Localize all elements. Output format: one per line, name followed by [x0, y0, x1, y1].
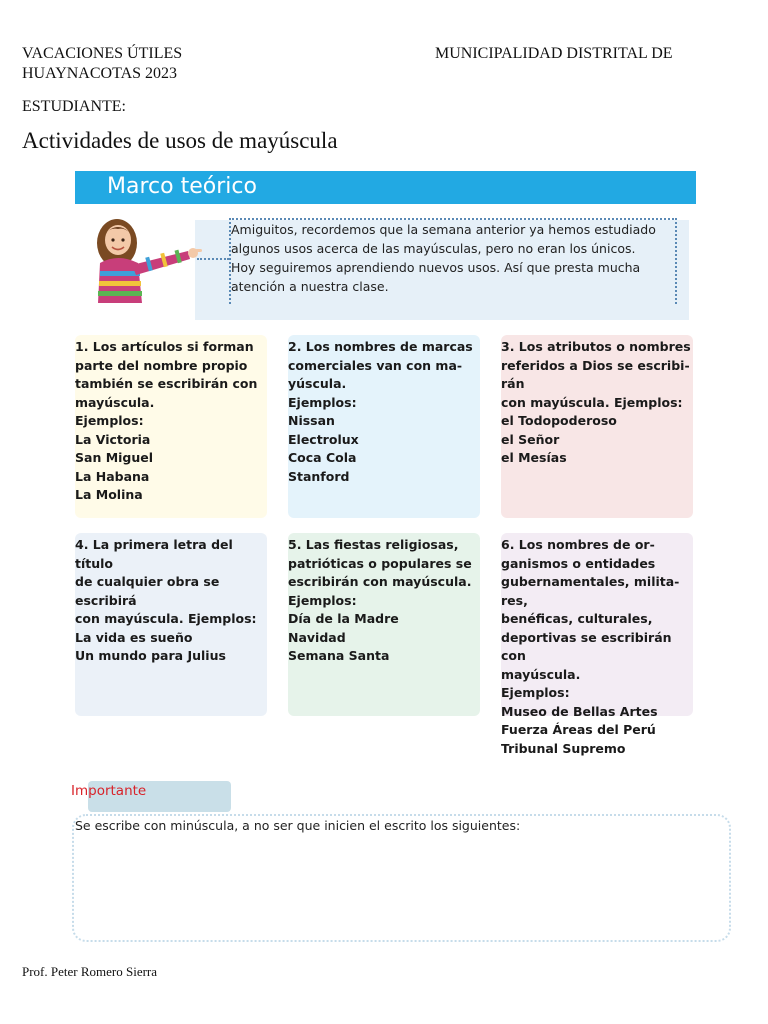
example-item: Stanford — [288, 468, 350, 484]
example-item: Coca Cola — [288, 450, 357, 465]
card-heading: 2. Los nombres de marcas comerciales van con ma- yúscula. — [288, 339, 473, 391]
rule-card-3 — [501, 335, 693, 518]
intro-line: atención a nuestra clase. — [231, 279, 389, 294]
intro-line: Hoy seguiremos aprendiendo nuevos usos. Así que presta mucha — [231, 260, 641, 275]
note-box — [72, 814, 731, 942]
examples-label: Ejemplos: — [288, 592, 357, 608]
student-label: ESTUDIANTE: — [22, 98, 126, 115]
example-item: La Molina — [75, 487, 143, 502]
example-item: San Miguel — [75, 450, 154, 465]
example-item: Museo de Bellas Artes — [501, 703, 658, 719]
page-title: Actividades de usos de mayúscula — [22, 128, 338, 153]
important-label: Importante — [71, 783, 147, 799]
example-item: Día de la Madre — [288, 611, 399, 626]
example-item: La Victoria — [75, 431, 151, 447]
examples-label: Ejemplos: — [75, 413, 144, 428]
girl-pointing-illustration — [92, 213, 202, 303]
card-heading: 1. Los artículos si forman parte del nombre propio también se escribirán con mayúscula. — [75, 339, 258, 410]
note-text: Se escribe con minúscula, a no ser que inicien el escrito los siguientes: — [75, 818, 521, 833]
rule-card-4 — [75, 533, 267, 716]
banner-title: Marco teórico — [107, 174, 257, 199]
rule-card-5 — [288, 533, 480, 716]
header-left — [22, 44, 182, 84]
card-heading: 3. Los atributos o nombres referidos a Dios se escribi- rán con mayúscula. Ejemplos: — [501, 339, 691, 410]
card-heading: 5. Las fiestas religiosas, patrióticas o populares se escribirán con mayúscula. — [288, 537, 472, 589]
card-heading: 4. La primera letra del título de cualquier obra se escribirá con mayúscula. Ejemplos: — [75, 537, 257, 626]
example-item: La Habana — [75, 468, 150, 484]
card-heading: 6. Los nombres de or- ganismos o entidades gubernamentales, milita- res, benéficas, culturales, deportivas se escribirán con mayúscula. — [501, 537, 680, 682]
example-item: Navidad — [288, 629, 346, 645]
example-item: Fuerza Áreas del Perú — [501, 722, 656, 737]
intro-line: Amiguitos, recordemos que la semana anterior ya hemos estudiado — [231, 222, 656, 237]
header-municipality: MUNICIPALIDAD DISTRITAL DE — [435, 45, 673, 62]
examples-label: Ejemplos: — [501, 685, 570, 700]
example-item: Semana Santa — [288, 648, 390, 663]
rule-card-2 — [288, 335, 480, 518]
example-item: Nissan — [288, 413, 335, 428]
example-item: el Señor — [501, 431, 560, 447]
example-item: La vida es sueño — [75, 629, 193, 645]
footer-author: Prof. Peter Romero Sierra — [22, 964, 158, 979]
example-item: Un mundo para Julius — [75, 648, 226, 663]
example-item: Tribunal Supremo — [501, 740, 626, 756]
header-program: VACACIONES ÚTILES — [22, 45, 183, 62]
intro-text — [231, 220, 671, 296]
header-place-year: HUAYNACOTAS 2023 — [22, 65, 178, 82]
rule-card-1 — [75, 335, 267, 518]
rule-card-6 — [501, 533, 693, 756]
section-banner — [75, 171, 696, 204]
example-item: el Todopoderoso — [501, 413, 617, 428]
intro-line: algunos usos acerca de las mayúsculas, pero no eran los únicos. — [231, 241, 636, 256]
example-item: Electrolux — [288, 431, 359, 447]
example-item: el Mesías — [501, 450, 567, 465]
examples-label: Ejemplos: — [288, 394, 357, 410]
